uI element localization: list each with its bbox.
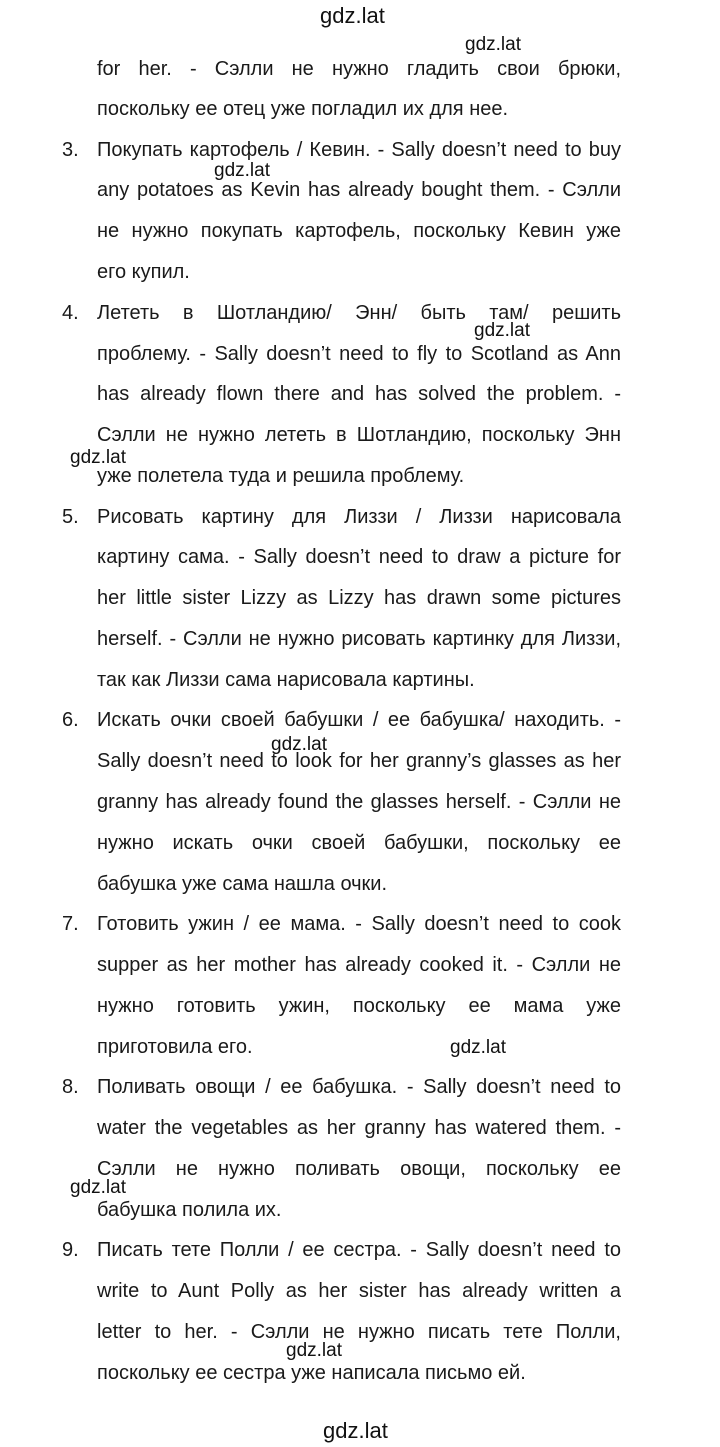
text-line: supper as her mother has already cooked it. - Сэлли не [97,954,621,976]
item-number: 8. [62,1076,79,1098]
text-line: уже полетела туда и решила проблему. [97,465,465,487]
text-line: так как Лиззи сама нарисовала картины. [97,669,475,691]
item-number: 4. [62,302,79,324]
item-number: 5. [62,506,79,528]
text-line: has already flown there and has solved the problem. - [97,383,621,405]
watermark-top: gdz.lat [320,3,385,28]
text-line: бабушка уже сама нашла очки. [97,873,388,895]
watermark: gdz.lat [474,320,530,341]
text-line: Сэлли не нужно лететь в Шотландию, поскольку Энн [97,424,621,446]
item-number: 7. [62,913,79,935]
item-number: 9. [62,1239,79,1261]
watermark-bottom: gdz.lat [323,1418,388,1443]
text-line: for her. - Сэлли не нужно гладить свои брюки, [97,58,621,80]
item-number: 6. [62,709,79,731]
watermark: gdz.lat [70,447,126,468]
text-line: granny has already found the glasses herself. - Сэлли не [97,791,621,813]
text-line: water the vegetables as her granny has watered them. - [97,1117,621,1139]
text-line: Искать очки своей бабушки / ее бабушка/ находить. - [97,709,621,731]
watermark: gdz.lat [271,734,327,755]
watermark: gdz.lat [70,1177,126,1198]
text-line: write to Aunt Polly as her sister has already written a [97,1280,621,1302]
watermark: gdz.lat [450,1037,506,1058]
watermark: gdz.lat [214,160,270,181]
text-line: Sally doesn’t need to look for her granny’s glasses as her [97,750,621,772]
text-line: herself. - Сэлли не нужно рисовать картинку для Лиззи, [97,628,621,650]
text-line: Рисовать картину для Лиззи / Лиззи нарисовала [97,506,621,528]
text-line: не нужно покупать картофель, поскольку Кевин уже [97,220,621,242]
item-number: 3. [62,139,79,161]
text-line: any potatoes as Kevin has already bought them. - Сэлли [97,179,621,201]
text-line: картину сама. - Sally doesn’t need to draw a picture for [97,546,621,568]
text-line: бабушка полила их. [97,1199,282,1221]
text-line: letter to her. - Сэлли не нужно писать тете Полли, [97,1321,621,1343]
text-line: Писать тете Полли / ее сестра. - Sally doesn’t need to [97,1239,621,1261]
watermark: gdz.lat [286,1340,342,1361]
text-line: поскольку ее сестра уже написала письмо ей. [97,1362,526,1384]
text-line: Покупать картофель / Кевин. - Sally doesn’t need to buy [97,139,621,161]
text-line: Поливать овощи / ее бабушка. - Sally doesn’t need to [97,1076,621,1098]
text-line: Готовить ужин / ее мама. - Sally doesn’t need to cook [97,913,621,935]
text-line: нужно готовить ужин, поскольку ее мама уже [97,995,621,1017]
text-line: приготовила его. [97,1036,253,1058]
text-line: her little sister Lizzy as Lizzy has drawn some pictures [97,587,621,609]
text-line: проблему. - Sally doesn’t need to fly to Scotland as Ann [97,343,621,365]
watermark: gdz.lat [465,34,521,55]
text-line: Лететь в Шотландию/ Энн/ быть там/ решить [97,302,621,324]
text-line: нужно искать очки своей бабушки, поскольку ее [97,832,621,854]
text-line: поскольку ее отец уже погладил их для нее. [97,98,509,120]
text-line: его купил. [97,261,190,283]
text-line: Сэлли не нужно поливать овощи, поскольку ее [97,1158,621,1180]
